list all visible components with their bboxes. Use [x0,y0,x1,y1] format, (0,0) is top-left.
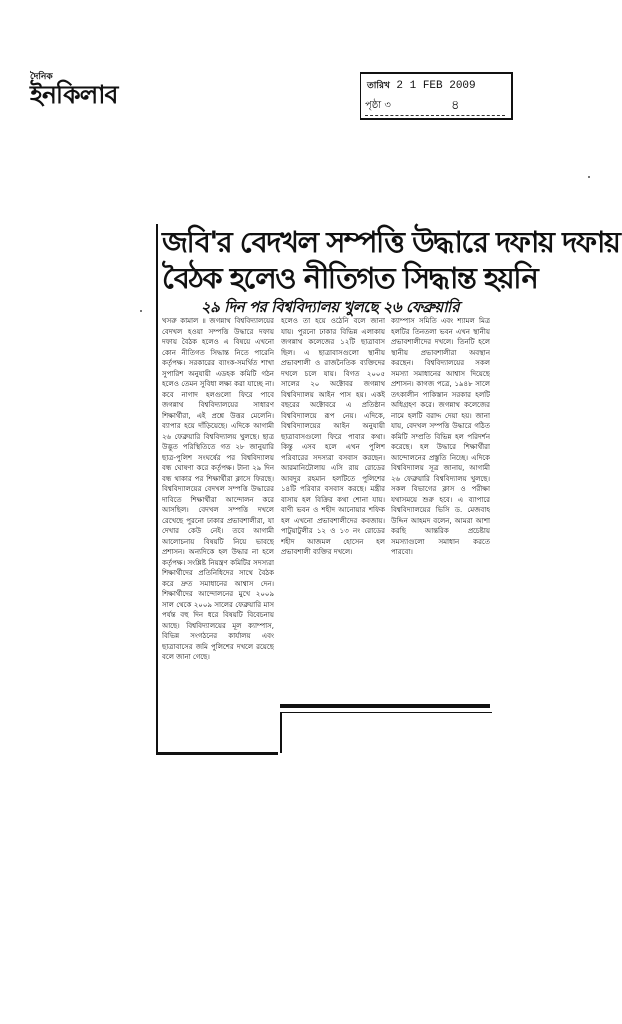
stamp-page-label: পৃষ্ঠা [365,100,382,111]
news-clipping [156,224,620,754]
column-rule [280,704,490,708]
stamp-date: 2 1 FEB 2009 [396,80,476,92]
headline-line-2: বৈঠক হলেও নীতিগত সিদ্ধান্ত হয়নি [162,261,538,295]
adjacent-article-border [280,712,492,753]
headline-line-1: জবি'র বেদখল সম্পত্তি উদ্ধারে দফায় দফায় [162,225,620,259]
clipping-border [156,752,278,755]
date-stamp [360,72,513,120]
masthead-name: ইনকিলাব [30,80,118,109]
stamp-date-label: তারিখ [367,81,390,91]
scan-speck [588,176,590,178]
stamp-column: ৪ [451,98,460,113]
stamp-page: ৩ [384,100,391,111]
article-subheadline: ২৯ দিন পর বিশ্ববিদ্যালয় খুলছে ২৬ ফেব্রুয়ারি [200,298,460,316]
article-column-2: হলেও তা হয়ে ওঠেনি বলে জানা যায়। পুরনো ঢাকার বিভিন্ন এলাকায় জগন্নাথ কলেজের ১২টি ছাত্রাবাস ছিল। এ ছাত্রাবাসগুলো স্থানীয় প্রভাবশালী ও রাজনৈতিক ব্যক্তিদের দখলে চলে যায়। বিগত ২০০৫ সালের ২০ অক্টোবর জগন্নাথ বিশ্ববিদ্যালয় আইন পাস হয়। একই বছরের অক্টোবরে এ প্রতিষ্ঠান বিশ্ববিদ্যালয়ে রূপ নেয়। এদিকে, বিশ্ববিদ্যালয়ের আইন অনুযায়ী ছাত্রাবাসগুলো ফিরে পাবার কথা। কিন্তু এসব হলে এখন পুলিশ পরিবারের সদস্যরা বসবাস করছেন। আরমানিটোলায় এসি রায় রোডের আবদুর রহমান হলটিতে পুলিশের ১৪টি পরিবার বসবাস করছে। মন্ত্রীর বাসায় হল বিক্রির কথা শোনা যায়। বাণী ভবন ও শহীদ আনোয়ার শফিক হল এখনো প্রভাবশালীদের কবজায়। পাটুয়াটুলীর ১২ ও ১৩ নং রোডের শহীদ আজমল হোসেন হল প্রভাবশালী ব্যক্তির দখলে। [281,317,385,556]
masthead-prefix: দৈনিক [30,72,53,82]
article-column-1: খসরু কামাল ॥ জগন্নাথ বিশ্ববিদ্যালয়ের বেদখল হওয়া সম্পত্তি উদ্ধারে দফায় দফায় বৈঠক হলেও এ বিষয়ে এখনো কোন নীতিগত সিদ্ধান্ত নিতে পারেনি কর্তৃপক্ষ। সরকারের ব্যাংক-সমর্থিত শাখা সুপারিশ অনুযায়ী এডহক কমিটি গঠন হলেও তেমন সুবিধা লক্ষ্য করা যাচ্ছে না। কবে নাগাদ হলগুলো ফিরে পাবে জগন্নাথ বিশ্ববিদ্যালয়ের সাধারণ শিক্ষার্থীরা, এই প্রশ্নে উত্তর মেলেনি। ব্যাপার হয়ে দাঁড়িয়েছে। এদিকে আগামী ২৬ ফেব্রুয়ারি বিশ্ববিদ্যালয় খুলছে। ছাত্র উদ্ভূত পরিস্থিতিতে গত ২৮ জানুয়ারি ছাত্র-পুলিশ সংঘর্ষের পর বিশ্ববিদ্যালয় বন্ধ ঘোষণা করে কর্তৃপক্ষ। টানা ২৯ দিন বন্ধ থাকার পর শিক্ষার্থীরা ক্লাসে ফিরছে। বিশ্ববিদ্যালয়ের বেদখল সম্পত্তি উদ্ধারের দাবিতে শিক্ষার্থীরা আন্দোলন করে আসছিল। বেদখল সম্পত্তি দখলে রেখেছে পুরনো ঢাকার প্রভাবশালীরা, যা দেখার কেউ নেই। তবে আগামী আলোচনায় বিষয়টি নিয়ে ভাবছে প্রশাসন। অন্যদিকে হল উদ্ধার না হলে কর্তৃপক্ষ। সংশ্লিষ্ট নিয়ন্ত্রণ কমিটির সদস্যরা শিক্ষার্থীদের প্রতিনিধিদের সাথে বৈঠক করে দ্রুত সমাধানের আশ্বাস দেন। শিক্ষার্থীদের আন্দোলনের মুখে ২০০৯ সাল থেকে ২০০৯ সালের ফেব্রুয়ারি মাস পর্যন্ত বহু দিন ধরে বিষয়টি বিবেচনায় আছে। বিশ্ববিদ্যালয়ের মূল ক্যাম্পাস, বিভিন্ন সংগঠনের কার্যালয় এবং ছাত্রাবাসের জমি পুলিশের দখলে রয়েছে বলে জানা গেছে। [162,317,274,661]
newspaper-masthead [30,72,117,108]
article-headline [162,224,620,296]
article-column-3: ক্যাম্পাস সমিতি এবং শ্যামল মিত্র হলটির তিনতলা ভবন এখন স্থানীয় প্রভাবশালীদের দখলে। তিনটি হলে স্থানীয় প্রভাবশালীরা অবস্থান করছেন। বিশ্ববিদ্যালয়ের সকল সমস্যা সমাধানের আশ্বাস দিয়েছে প্রশাসন। কাগজ পত্রে, ১৯৪৮ সালে তৎকালীন পাকিস্তান সরকার হলটি অধিগ্রহণ করে। জগন্নাথ কলেজের নামে হলটি বরাদ্দ দেয়া হয়। জানা যায়, বেদখল সম্পত্তি উদ্ধারে গঠিত কমিটি সম্প্রতি বিভিন্ন হল পরিদর্শন করেছে। হল উদ্ধারে শিক্ষার্থীরা আন্দোলনের প্রস্তুতি নিচ্ছে। এদিকে বিশ্ববিদ্যালয় সূত্র জানায়, আগামী ২৬ ফেব্রুয়ারি বিশ্ববিদ্যালয় খুলছে। সকল বিভাগের ক্লাস ও পরীক্ষা যথাসময়ে শুরু হবে। এ ব্যাপারে বিশ্ববিদ্যালয়ের ভিসি ড. মেজবাহ উদ্দিন আহমদ বলেন, আমরা আশা করছি আন্তরিক প্রচেষ্টায় সমস্যাগুলো সমাধান করতে পারবো। [391,317,490,556]
scan-speck [140,310,142,312]
clipping-border [156,224,158,754]
